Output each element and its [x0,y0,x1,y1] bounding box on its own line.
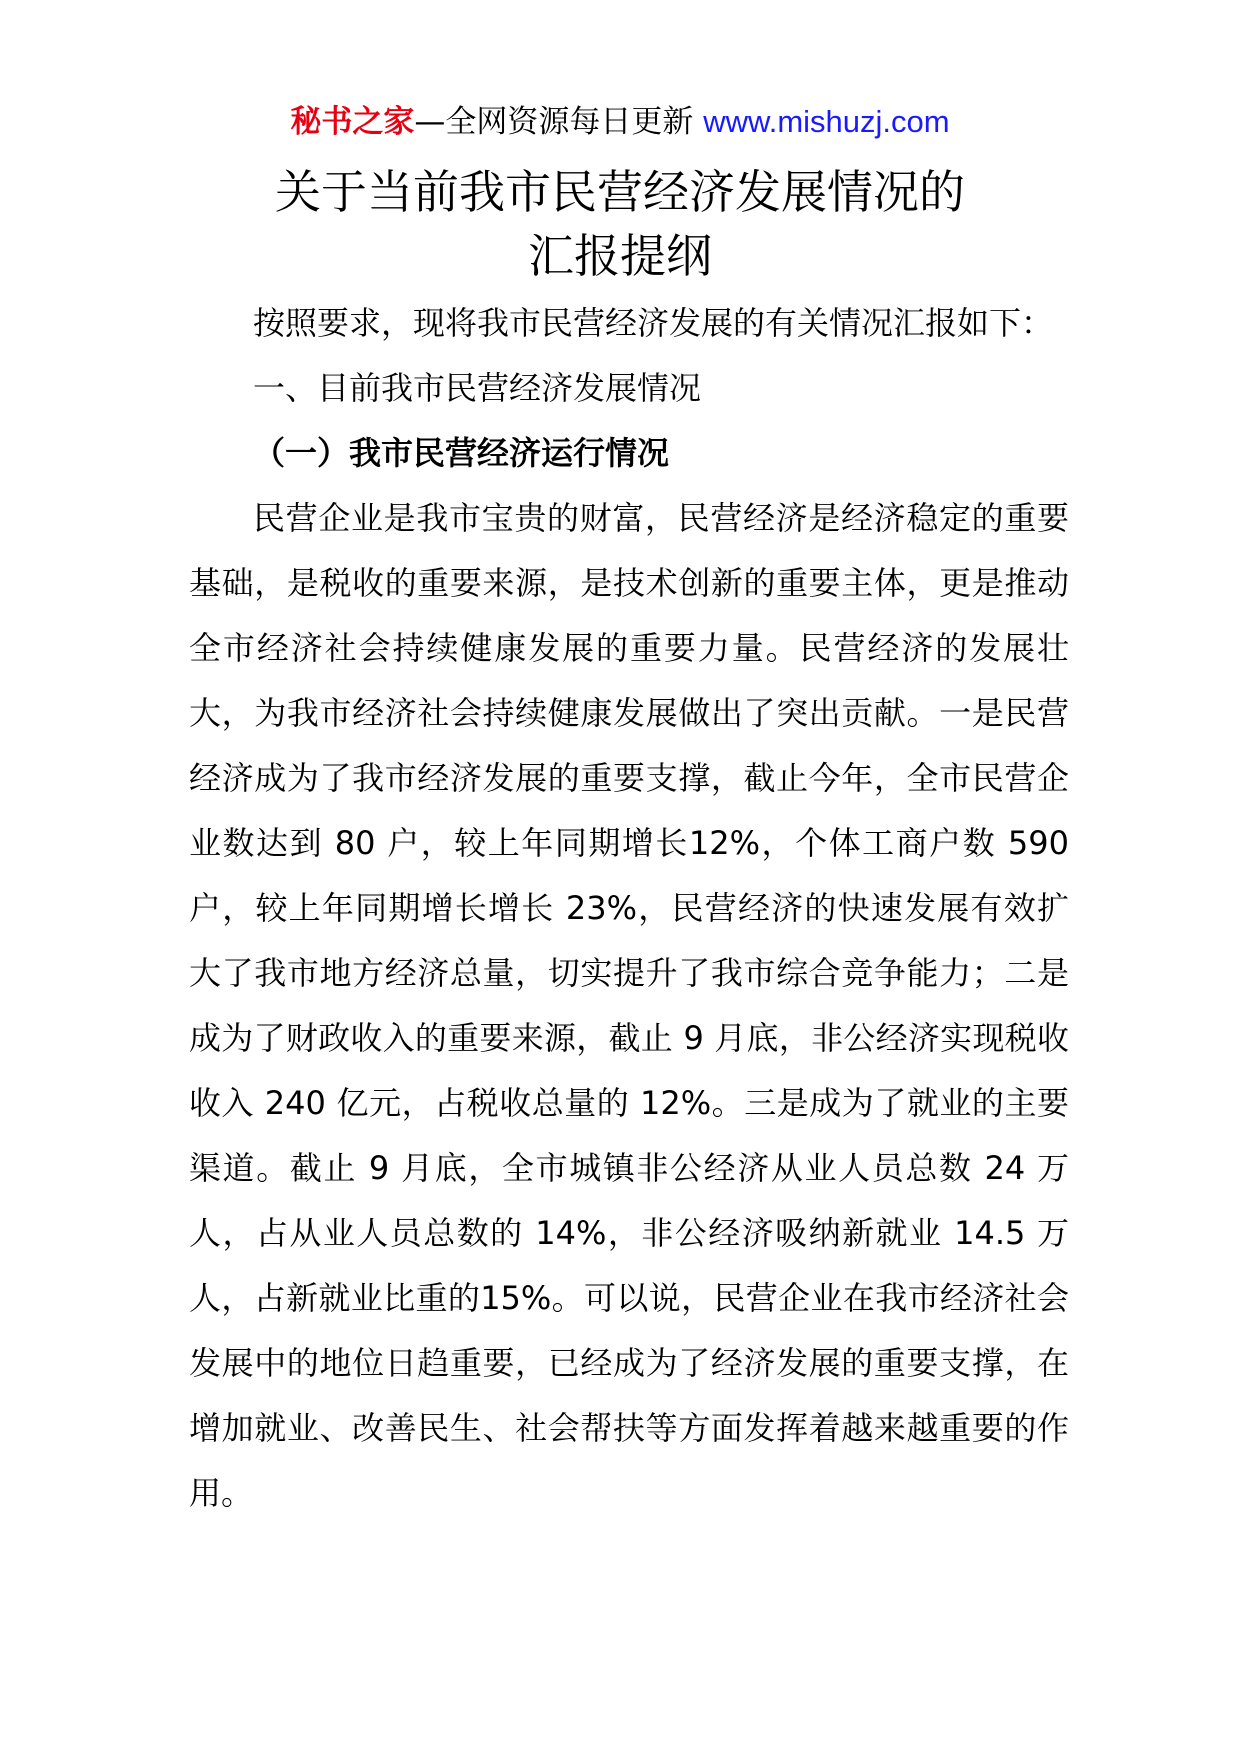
banner-tagline: —全网资源每日更新 [414,104,704,140]
brand-name: 秘书之家 [290,104,415,140]
intro-paragraph: 按照要求，现将我市民营经济发展的有关情况汇报如下： [253,304,1054,342]
document-title [0,160,1240,288]
section-heading: 一、目前我市民营经济发展情况 [253,369,702,407]
site-banner [0,100,1240,144]
subsection-heading: （一）我市民营经济运行情况 [253,434,670,472]
body-paragraph: 民营企业是我市宝贵的财富，民营经济是经济稳定的重要基础，是税收的重要来源，是技术创新的重要主体，更是推动全市经济社会持续健康发展的重要力量。民营经济的发展壮大，为我市经济社会持续健康发展做出了突出贡献。一是民营经济成为了我市经济发展的重要支撑，截止今年，全市民营企业数达到 80 户，较上年同期增长12%，个体工商户数 590 户，较上年同期增长增长 23%，民营经济的快速发展有效扩大了我市地方经济总量，切实提升了我市综合竞争能力；二是成为了财政收入的重要来源，截止 9 月底，非公经济实现税收收入 240 亿元，占税收总量的 12%。三是成为了就业的主要渠道。截止 9 月底，全市城镇非公经济从业人员总数 24 万人，占从业人员总数的 14%，非公经济吸纳新就业 14.5 万人，占新就业比重的15%。可以说，民营企业在我市经济社会发展中的地位日趋重要，已经成为了经济发展的重要支撑，在增加就业、改善民生、社会帮扶等方面发挥着越来越重要的作用。 [189,499,1069,1512]
title-line-2: 汇报提纲 [528,229,712,283]
document-body [189,291,1069,1526]
title-line-1: 关于当前我市民营经济发展情况的 [275,165,965,219]
website-link[interactable]: www.mishuzj.com [703,104,950,139]
